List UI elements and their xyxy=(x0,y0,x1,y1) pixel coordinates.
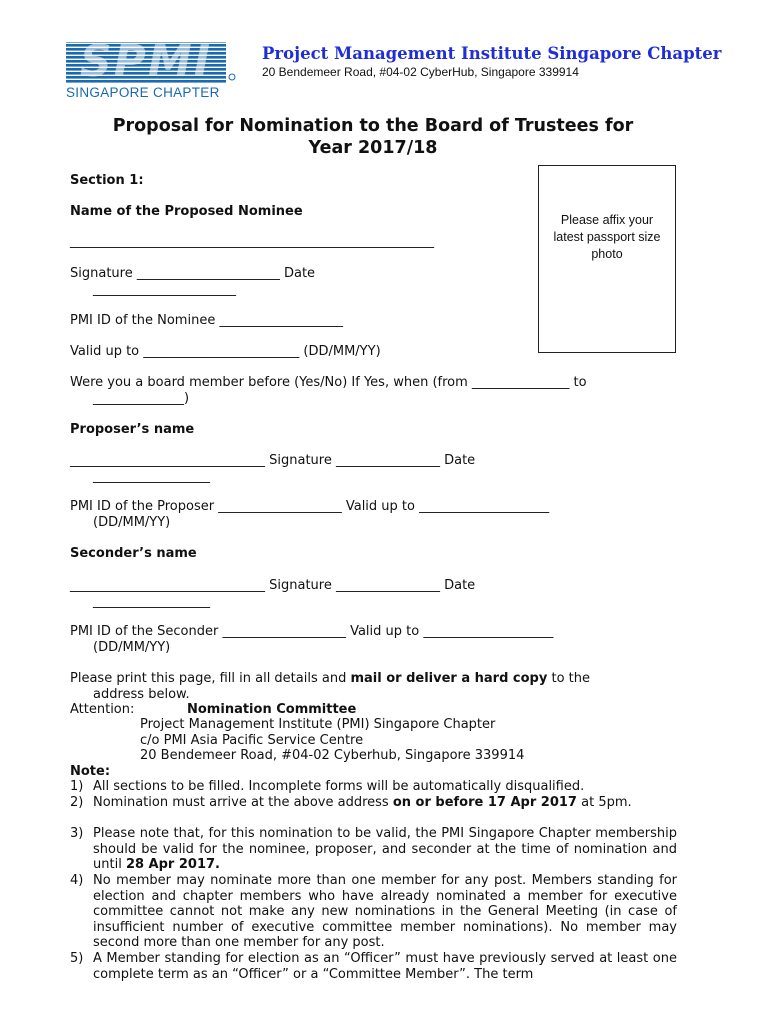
board-member-field-cont[interactable]: ______________) xyxy=(93,391,190,406)
photo-text-line-2: latest passport size xyxy=(553,230,661,244)
proposer-pmi-id-field[interactable]: PMI ID of the Proposer ___________________ Valid up to ____________________ xyxy=(70,499,550,514)
note-3-date: 28 Apr 2017. xyxy=(125,857,220,872)
note-text xyxy=(93,795,677,811)
address-line-2: c/o PMI Asia Pacific Service Centre xyxy=(140,733,364,748)
note-text: No member may nominate more than one member for any post. Members standing for election and chapter members who have already nominated a member for executive committee cannot not make any new nominations in the General Meeting (in case of insufficient number of executive committee member nominations). No member may second more than one member for any post. xyxy=(93,873,677,950)
note-3 xyxy=(70,826,677,873)
note-text: All sections to be filled. Incomplete forms will be automatically disqualified. xyxy=(93,779,585,794)
board-member-field[interactable]: Were you a board member before (Yes/No) If Yes, when (from _______________ to xyxy=(70,375,587,390)
proposer-date-format: (DD/MM/YY) xyxy=(93,515,171,530)
nominee-heading: Name of the Proposed Nominee xyxy=(70,204,303,219)
seconder-heading: Seconder’s name xyxy=(70,546,197,561)
nominee-date-field[interactable]: ______________________ xyxy=(93,282,236,297)
nominee-signature-field[interactable]: Signature ______________________ Date xyxy=(70,266,316,281)
print-instruction-tail: to the xyxy=(547,671,590,686)
logo-letters: SPMI xyxy=(79,36,213,87)
note-2-text-a: Nomination must arrive at the above address xyxy=(93,795,393,810)
note-number: 3) xyxy=(70,826,84,841)
note-2-deadline: on or before 17 Apr 2017 xyxy=(392,795,577,810)
seconder-pmi-id-field[interactable]: PMI ID of the Seconder ___________________ Valid up to ____________________ xyxy=(70,624,554,639)
note-text xyxy=(93,826,677,873)
section-1-heading: Section 1: xyxy=(70,173,144,188)
document-title xyxy=(60,115,686,159)
org-name: Project Management Institute Singapore Chapter xyxy=(262,44,722,63)
note-text: A Member standing for election as an “Officer” must have previously served at least one complete term as an “Officer” or a “Committee Member”. The term xyxy=(93,951,677,982)
print-instruction-cont: address below. xyxy=(93,687,190,702)
attention-label: Attention: xyxy=(70,702,135,717)
attention-value: Nomination Committee xyxy=(187,702,357,717)
photo-text-line-3: photo xyxy=(591,247,623,261)
proposer-date-field[interactable]: __________________ xyxy=(93,469,210,484)
seconder-name-field[interactable]: ______________________________ Signature ________________ Date xyxy=(70,578,476,593)
proposer-name-field[interactable]: ______________________________ Signature ________________ Date xyxy=(70,453,476,468)
address-line-1: Project Management Institute (PMI) Singapore Chapter xyxy=(140,717,496,732)
note-2-text-c: at 5pm. xyxy=(576,795,632,810)
seconder-date-format: (DD/MM/YY) xyxy=(93,640,171,655)
note-number: 1) xyxy=(70,779,84,794)
nominee-name-field[interactable]: ________________________________________________________ xyxy=(70,234,434,249)
title-line-1: Proposal for Nomination to the Board of Trustees for xyxy=(112,116,634,136)
note-5 xyxy=(70,951,677,982)
notes-heading: Note: xyxy=(70,764,111,779)
note-1 xyxy=(70,779,677,795)
logo-subtitle: SINGAPORE CHAPTER xyxy=(66,85,220,100)
nominee-valid-field[interactable]: Valid up to ________________________ (DD/MM/YY) xyxy=(70,344,381,359)
title-line-2: Year 2017/18 xyxy=(308,138,438,158)
proposer-heading: Proposer’s name xyxy=(70,422,195,437)
address-line-3: 20 Bendemeer Road, #04-02 Cyberhub, Singapore 339914 xyxy=(140,748,525,763)
print-instruction-text: Please print this page, fill in all details and xyxy=(70,671,351,686)
seconder-date-field[interactable]: __________________ xyxy=(93,594,210,609)
org-address: 20 Bendemeer Road, #04-02 CyberHub, Singapore 339914 xyxy=(262,65,579,79)
nominee-pmi-id-field[interactable]: PMI ID of the Nominee ___________________ xyxy=(70,313,343,328)
note-number: 4) xyxy=(70,873,84,888)
note-3-text-a: Please note that, for this nomination to be valid, the PMI Singapore Chapter membership should be valid for the nominee, proposer, and seconder at the time of nomination and until xyxy=(93,826,677,872)
note-4 xyxy=(70,873,677,951)
note-number: 2) xyxy=(70,795,84,810)
pmi-logo xyxy=(66,36,236,102)
print-instruction xyxy=(70,671,590,687)
photo-instructions xyxy=(538,212,676,263)
print-instruction-bold: mail or deliver a hard copy xyxy=(350,671,548,686)
photo-text-line-1: Please affix your xyxy=(560,213,654,227)
note-2 xyxy=(70,795,677,811)
note-number: 5) xyxy=(70,951,84,966)
